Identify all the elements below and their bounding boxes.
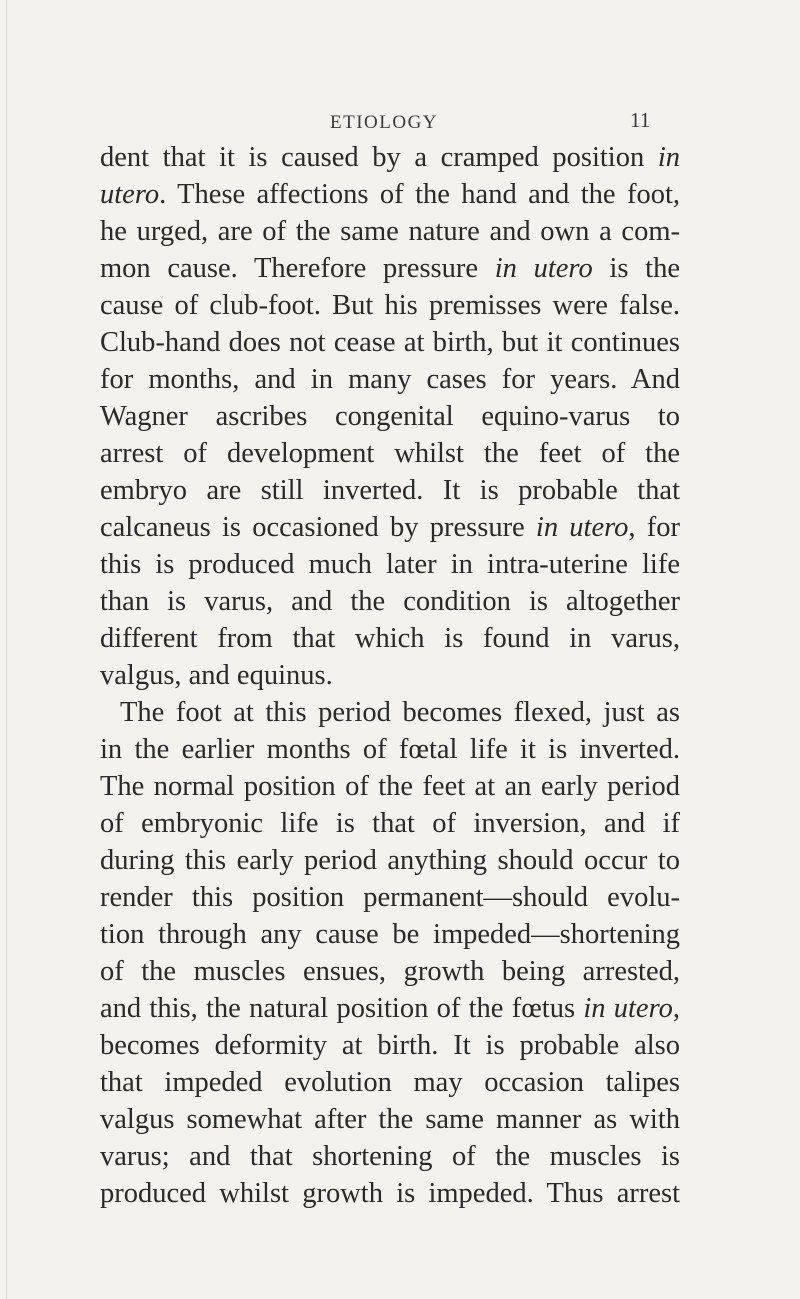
page-gutter bbox=[6, 0, 7, 1299]
text-line: tion through any cause be impeded—shortening bbox=[100, 919, 680, 950]
text-line: embryo are still inverted. It is probable that bbox=[100, 475, 680, 506]
text-line: and this, the natural position of the fœtus in utero, bbox=[100, 993, 680, 1024]
text-line: of the muscles ensues, growth being arrested, bbox=[100, 956, 680, 987]
text-line: varus; and that shortening of the muscles is bbox=[100, 1141, 680, 1172]
text-line: The foot at this period becomes flexed, just as bbox=[120, 697, 680, 728]
text-line: that impeded evolution may occasion talipes bbox=[100, 1067, 680, 1098]
text-line: arrest of development whilst the feet of the bbox=[100, 438, 680, 469]
text-line: calcaneus is occasioned by pressure in utero, for bbox=[100, 512, 680, 543]
text-line: Club-hand does not cease at birth, but it continues bbox=[100, 327, 680, 358]
text-line: for months, and in many cases for years. And bbox=[100, 364, 680, 395]
text-line: he urged, are of the same nature and own a com- bbox=[100, 216, 680, 247]
text-line: valgus somewhat after the same manner as with bbox=[100, 1104, 680, 1135]
text-line: valgus, and equinus. bbox=[100, 660, 333, 691]
text-line: utero. These affections of the hand and the foot, bbox=[100, 179, 680, 210]
text-line: cause of club-foot. But his premisses were false. bbox=[100, 290, 680, 321]
text-line: produced whilst growth is impeded. Thus arrest bbox=[100, 1178, 680, 1209]
running-head bbox=[0, 108, 800, 138]
text-line: dent that it is caused by a cramped position in bbox=[100, 142, 680, 173]
text-line: render this position permanent—should evolu- bbox=[100, 882, 680, 913]
text-line: of embryonic life is that of inversion, and if bbox=[100, 808, 680, 839]
text-line: than is varus, and the condition is altogether bbox=[100, 586, 680, 617]
text-line: during this early period anything should occur to bbox=[100, 845, 680, 876]
body-text bbox=[100, 139, 680, 1212]
text-line: different from that which is found in varus, bbox=[100, 623, 680, 654]
text-line: Wagner ascribes congenital equino-varus to bbox=[100, 401, 680, 432]
section-title: ETIOLOGY bbox=[330, 112, 439, 133]
text-line: becomes deformity at birth. It is probable also bbox=[100, 1030, 680, 1061]
text-line: this is produced much later in intra-uterine life bbox=[100, 549, 680, 580]
page-number: 11 bbox=[630, 108, 651, 132]
text-line: mon cause. Therefore pressure in utero is the bbox=[100, 253, 680, 284]
text-line: The normal position of the feet at an early period bbox=[100, 771, 680, 802]
text-line: in the earlier months of fœtal life it is inverted. bbox=[100, 734, 680, 765]
